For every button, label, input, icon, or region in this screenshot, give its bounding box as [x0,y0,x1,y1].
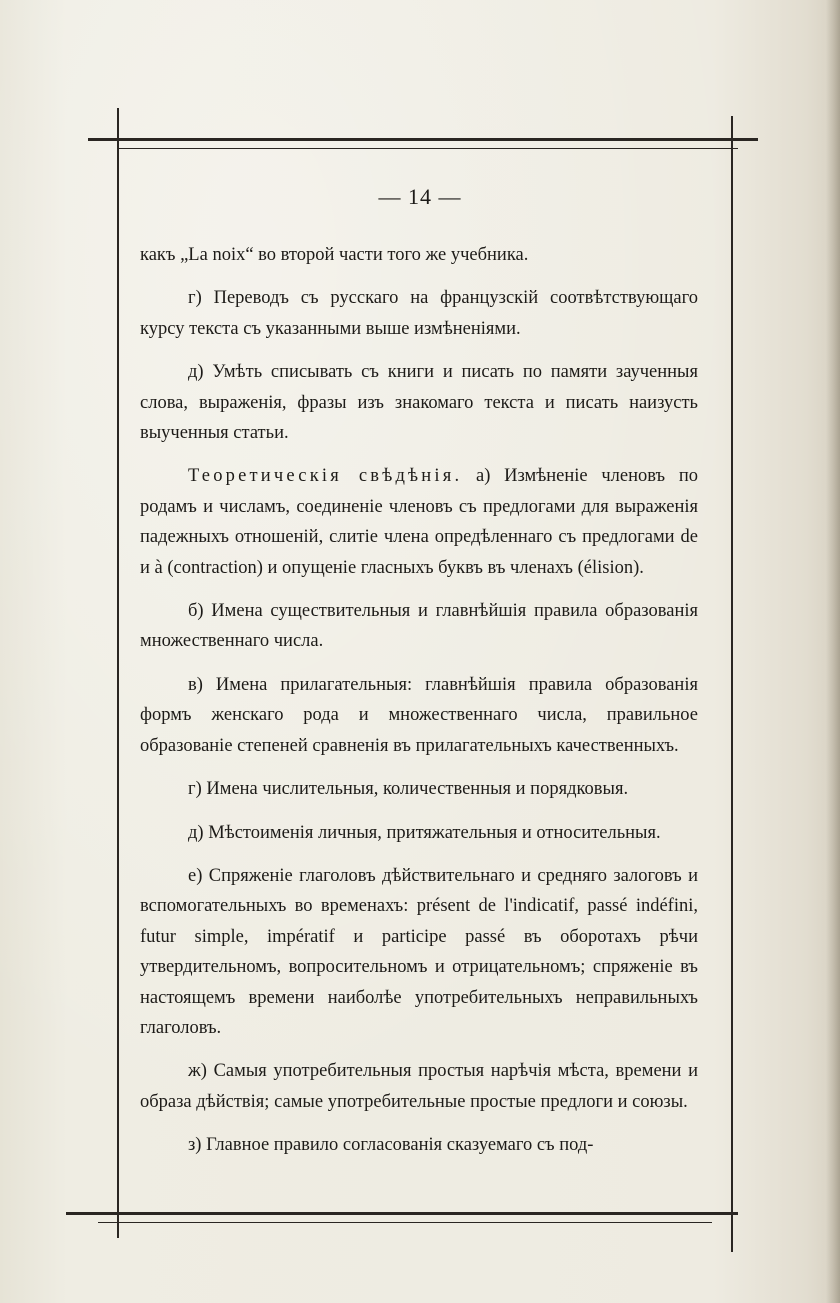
paragraph-6: г) Имена числительныя, количественныя и порядковыя. [188,779,629,800]
top-rule-inner [118,148,738,149]
paragraph-8: е) Спряженіе глаголовъ дѣйствительнаго и средняго залоговъ и вспомогательныхъ во временахъ: présent de l'indicatif, passé indéfini, futur simple, impératif и participe passé въ оборотахъ рѣчи утвердительномъ, вопросительномъ и отрицательномъ; спряженіе въ настоящемъ времени наиболѣе употребительныхъ неправильныхъ глаголовъ. [140,865,698,1038]
paragraph-4: б) Имена существительныя и главнѣйшія правила образованія множественнаго числа. [140,601,698,652]
bottom-rule [66,1212,738,1215]
right-rule [731,116,733,1252]
top-rule [88,138,758,141]
section-heading: Теоретическія свѣдѣнія. [188,466,463,487]
page-body [140,240,698,1174]
bottom-rule-inner [98,1222,712,1223]
paragraph-0: какъ „La noix“ во второй части того же учебника. [140,245,529,265]
paragraph-2: д) Умѣть списывать съ книги и писать по памяти заученныя слова, выраженія, фразы изъ знакомаго текста и писать наизусть выученныя статьи. [140,362,698,444]
paragraph-7: д) Мѣстоименія личныя, притяжательныя и относительныя. [188,822,661,843]
left-rule [117,108,119,1238]
page-number: — 14 — [378,184,462,209]
paragraph-3 [140,461,698,583]
paragraph-5: в) Имена прилагательныя: главнѣйшія правила образованія формъ женскаго рода и множественнаго числа, правильное образованіе степеней сравненія въ прилагательныхъ качественныхъ. [140,674,698,756]
paragraph-9: ж) Самыя употребительныя простыя нарѣчія мѣста, времени и образа дѣйствія; самые употребительные простые предлоги и союзы. [140,1061,698,1112]
paragraph-1: г) Переводъ съ русскаго на французскій соотвѣтствующаго курсу текста съ указанными выше измѣненіями. [140,288,698,339]
paragraph-3-text: а) Измѣненіе членовъ по родамъ и числамъ, соединеніе членовъ съ предлогами для выраженія падежныхъ отношеній, слитіе члена опредѣленнаго съ предлогами de и à (contraction) и опущеніе гласныхъ буквъ въ членахъ (élision). [140,466,698,578]
paragraph-10: з) Главное правило согласованія сказуемаго съ под- [188,1135,594,1156]
